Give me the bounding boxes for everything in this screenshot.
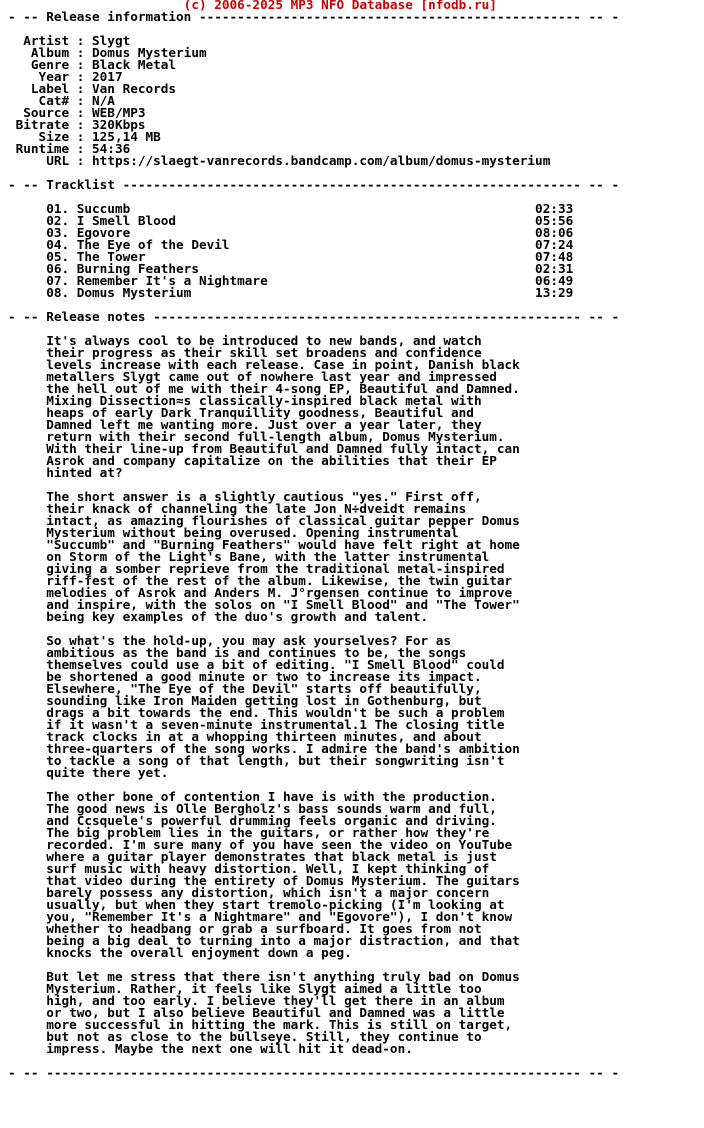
notes-line: being a big deal to turning into a major distraction, and that — [8, 933, 520, 948]
notes-line: levels increase with each release. Case in point, Danish black — [8, 357, 520, 372]
notes-line: but not as close to the bullseye. Still, they continue to — [8, 1029, 482, 1044]
notes-line: Mixing Dissection≈s classically-inspired black metal with — [8, 393, 482, 408]
notes-line: With their line-up from Beautiful and Damned fully intact, can — [8, 441, 520, 456]
track-row: 01. Succumb 02:33 — [8, 201, 574, 216]
track-row: 05. The Tower 07:48 — [8, 249, 574, 264]
track-row: 02. I Smell Blood 05:56 — [8, 213, 574, 228]
notes-line: ambitious as the band is and continues to be, the songs — [8, 645, 467, 660]
notes-line: return with their second full-length album, Domus Mysterium. — [8, 429, 505, 444]
section-divider: - -- ---------------------------------------------------------------------- -- - — [8, 1065, 620, 1080]
notes-line: and inspire, with the solos on "I Smell Blood" and "The Tower" — [8, 597, 520, 612]
notes-line: melodies of Asrok and Anders M. J°rgensen continue to improve — [8, 585, 513, 600]
notes-line: The big problem lies in the guitars, or rather how they're — [8, 825, 490, 840]
info-field: Artist : Slygt — [8, 33, 131, 48]
notes-line: the hell out of me with their 4-song EP, Beautiful and Damned. — [8, 381, 520, 396]
notes-line: But let me stress that there isn't anything truly bad on Domus — [8, 969, 520, 984]
notes-line: Damned left me wanting more. Just over a year later, they — [8, 417, 482, 432]
notes-line: intact, as amazing flourishes of classical guitar pepper Domus — [8, 513, 520, 528]
track-row: 07. Remember It's a Nightmare 06:49 — [8, 273, 574, 288]
info-field: Label : Van Records — [8, 81, 177, 96]
copyright-header: (c) 2006-2025 MP3 NFO Database [nfodb.ru] — [8, 0, 497, 12]
track-row: 04. The Eye of the Devil 07:24 — [8, 237, 574, 252]
notes-line: their knack of channeling the late Jon N÷dveidt remains — [8, 501, 467, 516]
notes-line: being key examples of the duo's growth and talent. — [8, 609, 429, 624]
notes-line: It's always cool to be introduced to new bands, and watch — [8, 333, 482, 348]
notes-line: quite there yet. — [8, 765, 169, 780]
track-row: 03. Egovore 08:06 — [8, 225, 574, 240]
notes-line: track clocks in at a whopping thirteen minutes, and about — [8, 729, 482, 744]
notes-line: if it wasn't a seven-minute instrumental.1 The closing title — [8, 717, 505, 732]
notes-line: Mysterium. Rather, it feels like Slygt aimed a little too — [8, 981, 482, 996]
notes-line: and Ccsquele's powerful drumming feels organic and driving. — [8, 813, 497, 828]
track-row: 06. Burning Feathers 02:31 — [8, 261, 574, 276]
notes-line: or two, but I also believe Beautiful and Damned was a little — [8, 1005, 505, 1020]
notes-line: whether to headbang or grab a surfboard. It goes from not — [8, 921, 482, 936]
notes-line: three-quarters of the song works. I admire the band's ambition — [8, 741, 520, 756]
notes-line: knocks the overall enjoyment down a peg. — [8, 945, 352, 960]
notes-line: where a guitar player demonstrates that black metal is just — [8, 849, 497, 864]
track-row: 08. Domus Mysterium 13:29 — [8, 285, 574, 300]
notes-line: metallers Slygt came out of nowhere last year and impressed — [8, 369, 497, 384]
info-field[interactable]: URL : https://slaegt-vanrecords.bandcamp.com/album/domus-mysterium — [8, 153, 551, 168]
notes-line: recorded. I'm sure many of you have seen the video on YouTube — [8, 837, 513, 852]
notes-line: barely possess any distortion, which isn't a major concern — [8, 885, 490, 900]
notes-line: The good news is Olle Bergholz's bass sounds warm and full, — [8, 801, 497, 816]
notes-line: Elsewhere, "The Eye of the Devil" starts off beautifully, — [8, 681, 482, 696]
notes-line: that video during the entirety of Domus Mysterium. The guitars — [8, 873, 520, 888]
notes-line: riff-fest of the rest of the album. Likewise, the twin guitar — [8, 573, 513, 588]
notes-line: Asrok and company capitalize on the abilities that their EP — [8, 453, 497, 468]
notes-line: The short answer is a slightly cautious "yes." First off, — [8, 489, 482, 504]
notes-line: giving a somber reprieve from the traditional metal-inspired — [8, 561, 505, 576]
notes-line: The other bone of contention I have is with the production. — [8, 789, 497, 804]
notes-line: sounding like Iron Maiden getting lost in Gothenburg, but — [8, 693, 482, 708]
notes-line: impress. Maybe the next one will hit it dead-on. — [8, 1041, 413, 1056]
notes-line: you, "Remember It's a Nightmare" and "Egovore"), I don't know — [8, 909, 513, 924]
section-divider: - -- Release information -------------------------------------------------- -- - — [8, 9, 620, 24]
info-field: Source : WEB/MP3 — [8, 105, 146, 120]
info-field: Runtime : 54:36 — [8, 141, 131, 156]
notes-line: surf music with heavy distortion. Well, I kept thinking of — [8, 861, 490, 876]
section-divider: - -- Release notes -------------------------------------------------------- -- - — [8, 309, 620, 324]
notes-line: more successful in hitting the mark. This is still on target, — [8, 1017, 513, 1032]
info-field: Size : 125,14 MB — [8, 129, 161, 144]
notes-line: high, and too early. I believe they'll get there in an album — [8, 993, 505, 1008]
section-divider: - -- Tracklist ------------------------------------------------------------ -- - — [8, 177, 620, 192]
notes-line: to tackle a song of that length, but their songwriting isn't — [8, 753, 505, 768]
info-field: Genre : Black Metal — [8, 57, 177, 72]
notes-line: Mysterium without being overused. Opening instrumental — [8, 525, 459, 540]
notes-line: be shortened a good minute or two to increase its impact. — [8, 669, 482, 684]
nfo-text — [8, 0, 619, 1079]
info-field: Album : Domus Mysterium — [8, 45, 207, 60]
info-field: Bitrate : 320Kbps — [8, 117, 146, 132]
notes-line: themselves could use a bit of editing. "I Smell Blood" could — [8, 657, 505, 672]
notes-line: drags a bit towards the end. This wouldn't be such a problem — [8, 705, 505, 720]
info-field: Cat# : N/A — [8, 93, 115, 108]
notes-line: "Succumb" and "Burning Feathers" would have felt right at home — [8, 537, 520, 552]
notes-line: their progress as their skill set broadens and confidence — [8, 345, 482, 360]
notes-line: hinted at? — [8, 465, 123, 480]
notes-line: So what's the hold-up, you may ask yourselves? For as — [8, 633, 452, 648]
notes-line: heaps of early Dark Tranquillity goodness, Beautiful and — [8, 405, 474, 420]
notes-line: on Storm of the Light's Bane, with the latter instrumental — [8, 549, 490, 564]
info-field: Year : 2017 — [8, 69, 123, 84]
notes-line: usually, but when they start tremolo-picking (I'm looking at — [8, 897, 505, 912]
